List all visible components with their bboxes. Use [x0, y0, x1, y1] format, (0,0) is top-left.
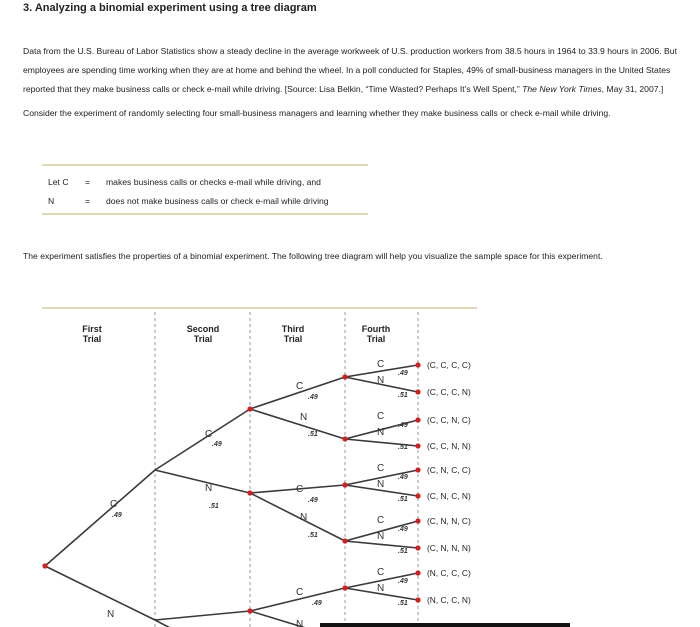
node-label-c: C	[377, 515, 385, 526]
tree-diagram	[0, 300, 700, 627]
trial-header-line1: Third	[281, 324, 305, 334]
definition-n-symbol: N	[48, 196, 55, 206]
outcome-label: (C, N, N, N)	[427, 543, 471, 553]
section-title: 3. Analyzing a binomial experiment using a tree diagram	[23, 2, 317, 14]
definition-n-text: does not make business calls or check e-mail while driving	[106, 196, 329, 206]
tree-branch	[345, 541, 418, 548]
tree-node-dot	[415, 443, 420, 448]
node-label-c: C	[205, 429, 213, 440]
node-label-n: N	[296, 619, 304, 627]
probability-label-c: .49	[112, 512, 122, 519]
probability-label-c: .49	[308, 497, 318, 504]
outcome-label: (C, C, C, C)	[427, 360, 471, 370]
probability-label-c: .49	[398, 578, 408, 585]
outcome-label: (C, C, C, N)	[427, 387, 471, 397]
node-label-c: C	[377, 463, 385, 474]
intro-text-end: , May 31, 2007.]	[601, 84, 664, 94]
definition-c-text: makes business calls or checks e-mail while driving, and	[106, 177, 321, 187]
probability-label-c: .49	[398, 526, 408, 533]
tree-branch	[45, 470, 155, 566]
tree-node-dot	[415, 518, 420, 523]
outcome-label: (N, C, C, C)	[427, 568, 471, 578]
tree-node-dot	[415, 570, 420, 575]
probability-label-c: .49	[398, 370, 408, 377]
tree-branch	[155, 611, 250, 620]
node-label-c: C	[377, 359, 385, 370]
tree-node-dot	[342, 482, 347, 487]
tree-node-dot	[342, 374, 347, 379]
binomial-paragraph: The experiment satisfies the properties of a binomial experiment. The following tree diagram will help you visualize the sample space for this experiment.	[23, 251, 603, 261]
tree-node-dot	[415, 389, 420, 394]
tree-node-dot	[415, 493, 420, 498]
tree-branch	[250, 409, 345, 439]
probability-label-n: .51	[308, 532, 318, 539]
source-title: The New York Times	[522, 84, 602, 94]
tree-branch	[250, 493, 345, 541]
node-label-c: C	[296, 381, 304, 392]
trial-header-line1: Fourth	[361, 324, 391, 334]
node-label-n: N	[300, 412, 308, 423]
tree-node-dot	[415, 545, 420, 550]
definitions-top-rule	[42, 164, 368, 166]
tree-node-dot	[415, 597, 420, 602]
definitions-bottom-rule	[42, 213, 368, 215]
trial-header-line1: First	[82, 324, 102, 334]
trial-header-line2: Trial	[366, 334, 386, 344]
probability-label-c: .49	[398, 474, 408, 481]
tree-branch	[155, 409, 250, 470]
probability-label-c: .49	[398, 422, 408, 429]
tree-node-dot	[342, 538, 347, 543]
node-label-c: C	[377, 567, 385, 578]
outcome-label: (C, N, N, C)	[427, 516, 471, 526]
tree-node-dot	[247, 608, 252, 613]
tree-node-dot	[415, 362, 420, 367]
node-label-n: N	[377, 583, 385, 594]
outcome-label: (C, C, N, C)	[427, 415, 471, 425]
tree-node-dot	[342, 436, 347, 441]
definition-c-equals: =	[85, 177, 91, 187]
tree-node-dot	[342, 585, 347, 590]
probability-label-n: .51	[398, 548, 408, 555]
probability-label-n: .51	[398, 600, 408, 607]
outcome-label: (C, C, N, N)	[427, 441, 471, 451]
trial-header-line2: Trial	[283, 334, 303, 344]
tree-branch	[155, 470, 250, 493]
tree-branch	[155, 620, 250, 627]
probability-label-n: .51	[398, 496, 408, 503]
tree-node-dot	[415, 467, 420, 472]
probability-label-n: .51	[209, 503, 219, 510]
tree-node-dot	[415, 417, 420, 422]
consider-paragraph: Consider the experiment of randomly selecting four small-business managers and learning whether they make business calls or check e-mail while driving.	[23, 108, 611, 118]
node-label-n: N	[377, 427, 385, 438]
outcome-label: (C, N, C, N)	[427, 491, 471, 501]
node-label-n: N	[205, 483, 213, 494]
outcome-label: (N, C, C, N)	[427, 595, 471, 605]
definition-c-symbol: Let C	[48, 177, 69, 187]
probability-label-c: .49	[212, 441, 222, 448]
outcome-label: (C, N, C, C)	[427, 465, 471, 475]
node-label-c: C	[377, 411, 385, 422]
probability-label-n: .51	[308, 431, 318, 438]
node-label-c: C	[296, 587, 304, 598]
intro-paragraph	[23, 42, 683, 99]
node-label-c: C	[296, 484, 304, 495]
node-label-n: N	[377, 375, 385, 386]
probability-label-c: .49	[312, 600, 322, 607]
tree-node-dot	[42, 563, 47, 568]
node-label-c: C	[110, 499, 118, 510]
probability-label-n: .51	[398, 444, 408, 451]
node-label-n: N	[107, 609, 115, 620]
tree-node-dot	[247, 406, 252, 411]
probability-label-n: .51	[398, 392, 408, 399]
definition-n-equals: =	[85, 196, 91, 206]
probability-label-c: .49	[308, 394, 318, 401]
node-label-n: N	[377, 531, 385, 542]
intro-text: Data from the U.S. Bureau of Labor Statistics show a steady decline in the average workweek of U.S. production workers from 38.5 hours in 1964 to 33.9 hours in 2006. But employees are spending time working when they are at home and behind the wheel. In a poll conducted for Staples, 49% of small-business managers in the United States reported that they make business calls or check e-mail while driving. [Source: Lisa Belkin, “Time Wasted? Perhaps It’s Well Spent,”	[23, 46, 677, 94]
trial-header-line1: Second	[186, 324, 220, 334]
node-label-n: N	[377, 479, 385, 490]
node-label-n: N	[300, 512, 308, 523]
tree-branch	[45, 566, 155, 620]
trial-header-line2: Trial	[193, 334, 213, 344]
page-bottom-scroll-bar	[320, 623, 570, 627]
trial-header-line2: Trial	[82, 334, 102, 344]
tree-node-dot	[247, 490, 252, 495]
